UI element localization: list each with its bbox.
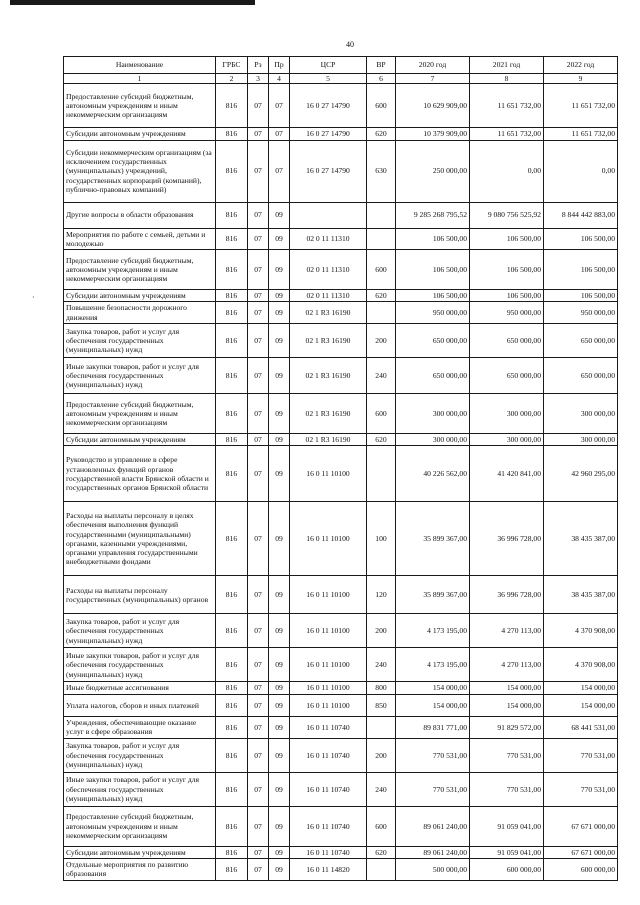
cell-rz: 07: [248, 250, 269, 290]
cell-grbs: 816: [216, 358, 248, 394]
cell-y2022: 4 370 908,00: [544, 648, 618, 682]
cell-rz: 07: [248, 84, 269, 128]
table-row: [64, 324, 618, 358]
cell-y2021: 4 270 113,00: [470, 614, 544, 648]
cell-y2020: 89 831 771,00: [396, 716, 470, 738]
header-csr: ЦСР: [290, 57, 367, 74]
cell-y2020: 500 000,00: [396, 858, 470, 880]
cell-vr: 600: [367, 84, 396, 128]
cell-rz: 07: [248, 434, 269, 446]
cell-csr: 16 0 11 14820: [290, 858, 367, 880]
table-row: [64, 140, 618, 202]
cell-pr: 09: [269, 394, 290, 434]
cell-name: Расходы на выплаты персоналу государственных (муниципальных) органов: [64, 576, 216, 614]
cell-y2020: 770 531,00: [396, 772, 470, 806]
cell-y2021: 91 059 041,00: [470, 806, 544, 846]
col-index: 2: [216, 74, 248, 84]
cell-rz: 07: [248, 502, 269, 576]
cell-name: Предоставление субсидий бюджетным, автономным учреждениям и иным некоммерческим организациям: [64, 394, 216, 434]
table-row: [64, 694, 618, 716]
cell-y2020: 300 000,00: [396, 394, 470, 434]
cell-y2021: 9 080 756 525,92: [470, 202, 544, 228]
column-index-row: [64, 74, 618, 84]
cell-name: Закупка товаров, работ и услуг для обеспечения государственных (муниципальных) нужд: [64, 324, 216, 358]
cell-pr: 09: [269, 576, 290, 614]
cell-y2022: 38 435 387,00: [544, 502, 618, 576]
cell-pr: 09: [269, 614, 290, 648]
cell-grbs: 816: [216, 228, 248, 250]
cell-vr: 240: [367, 772, 396, 806]
cell-pr: 09: [269, 716, 290, 738]
cell-vr: 100: [367, 502, 396, 576]
cell-y2020: 9 285 268 795,52: [396, 202, 470, 228]
cell-y2020: 10 379 909,00: [396, 128, 470, 140]
table-row: [64, 648, 618, 682]
cell-y2020: 650 000,00: [396, 324, 470, 358]
cell-y2022: 154 000,00: [544, 694, 618, 716]
header-rz: Рз: [248, 57, 269, 74]
cell-name: Повышение безопасности дорожного движения: [64, 302, 216, 324]
table-row: [64, 202, 618, 228]
cell-pr: 09: [269, 324, 290, 358]
cell-vr: 630: [367, 140, 396, 202]
cell-csr: 16 0 11 10740: [290, 738, 367, 772]
cell-name: Субсидии автономным учреждениям: [64, 434, 216, 446]
cell-name: Уплата налогов, сборов и иных платежей: [64, 694, 216, 716]
cell-y2022: 950 000,00: [544, 302, 618, 324]
cell-csr: 02 1 R3 16190: [290, 358, 367, 394]
header-name: Наименование: [64, 57, 216, 74]
cell-grbs: 816: [216, 682, 248, 694]
cell-csr: 16 0 11 10740: [290, 772, 367, 806]
margin-mark: ·: [32, 293, 35, 302]
cell-csr: 02 0 11 11310: [290, 228, 367, 250]
table-row: [64, 394, 618, 434]
cell-y2022: 600 000,00: [544, 858, 618, 880]
cell-pr: 07: [269, 84, 290, 128]
scan-top-line: [10, 0, 255, 5]
cell-csr: 16 0 11 10740: [290, 846, 367, 858]
cell-y2021: 154 000,00: [470, 694, 544, 716]
cell-y2021: 91 829 572,00: [470, 716, 544, 738]
cell-y2022: 106 500,00: [544, 250, 618, 290]
cell-y2022: 770 531,00: [544, 738, 618, 772]
cell-vr: [367, 228, 396, 250]
cell-grbs: 816: [216, 576, 248, 614]
cell-grbs: 816: [216, 140, 248, 202]
cell-y2020: 89 061 240,00: [396, 806, 470, 846]
cell-grbs: 816: [216, 290, 248, 302]
cell-y2021: 770 531,00: [470, 738, 544, 772]
cell-grbs: 816: [216, 394, 248, 434]
cell-grbs: 816: [216, 250, 248, 290]
cell-y2020: 300 000,00: [396, 434, 470, 446]
cell-vr: [367, 858, 396, 880]
cell-name: Иные бюджетные ассигнования: [64, 682, 216, 694]
cell-csr: 02 0 11 11310: [290, 250, 367, 290]
cell-rz: 07: [248, 358, 269, 394]
table-row: [64, 682, 618, 694]
table-row: [64, 772, 618, 806]
cell-rz: 07: [248, 846, 269, 858]
cell-grbs: 816: [216, 648, 248, 682]
cell-csr: 16 0 11 10100: [290, 694, 367, 716]
table-row: [64, 576, 618, 614]
cell-y2021: 770 531,00: [470, 772, 544, 806]
cell-y2022: 8 844 442 883,00: [544, 202, 618, 228]
table-row: [64, 290, 618, 302]
budget-table: [63, 56, 618, 881]
cell-rz: 07: [248, 694, 269, 716]
cell-y2020: 40 226 562,00: [396, 446, 470, 502]
cell-vr: 620: [367, 128, 396, 140]
cell-csr: 16 0 11 10100: [290, 446, 367, 502]
cell-grbs: 816: [216, 694, 248, 716]
cell-csr: 16 0 27 14790: [290, 128, 367, 140]
col-index: 3: [248, 74, 269, 84]
col-index: 6: [367, 74, 396, 84]
table-row: [64, 502, 618, 576]
cell-name: Учреждения, обеспечивающие оказание услуг в сфере образования: [64, 716, 216, 738]
cell-name: Отдельные мероприятия по развитию образования: [64, 858, 216, 880]
cell-grbs: 816: [216, 434, 248, 446]
cell-rz: 07: [248, 648, 269, 682]
cell-grbs: 816: [216, 772, 248, 806]
cell-name: Мероприятия по работе с семьей, детьми и молодежью: [64, 228, 216, 250]
cell-csr: 02 1 R3 16190: [290, 302, 367, 324]
cell-grbs: 816: [216, 446, 248, 502]
cell-vr: 850: [367, 694, 396, 716]
cell-csr: 02 1 R3 16190: [290, 434, 367, 446]
cell-name: Предоставление субсидий бюджетным, автономным учреждениям и иным некоммерческим организациям: [64, 84, 216, 128]
cell-csr: 16 0 11 10100: [290, 648, 367, 682]
cell-y2020: 154 000,00: [396, 694, 470, 716]
cell-y2021: 11 651 732,00: [470, 84, 544, 128]
cell-y2021: 950 000,00: [470, 302, 544, 324]
cell-grbs: 816: [216, 502, 248, 576]
cell-pr: 09: [269, 290, 290, 302]
table-body: [64, 84, 618, 880]
cell-name: Иные закупки товаров, работ и услуг для обеспечения государственных (муниципальных) нужд: [64, 358, 216, 394]
cell-y2020: 106 500,00: [396, 290, 470, 302]
cell-rz: 07: [248, 302, 269, 324]
header-2022: 2022 год: [544, 57, 618, 74]
cell-vr: 200: [367, 738, 396, 772]
cell-pr: 09: [269, 434, 290, 446]
page-number: 40: [346, 40, 354, 49]
cell-pr: 09: [269, 694, 290, 716]
cell-y2021: 600 000,00: [470, 858, 544, 880]
cell-y2020: 106 500,00: [396, 228, 470, 250]
cell-pr: 09: [269, 358, 290, 394]
cell-y2022: 300 000,00: [544, 434, 618, 446]
cell-rz: 07: [248, 446, 269, 502]
cell-csr: [290, 202, 367, 228]
cell-vr: [367, 716, 396, 738]
table-row: [64, 738, 618, 772]
cell-grbs: 816: [216, 324, 248, 358]
cell-rz: 07: [248, 140, 269, 202]
cell-name: Предоставление субсидий бюджетным, автономным учреждениям и иным некоммерческим организациям: [64, 806, 216, 846]
cell-rz: 07: [248, 290, 269, 302]
cell-grbs: 816: [216, 128, 248, 140]
table-row: [64, 84, 618, 128]
cell-vr: 620: [367, 290, 396, 302]
cell-y2020: 250 000,00: [396, 140, 470, 202]
cell-pr: 09: [269, 806, 290, 846]
cell-y2020: 4 173 195,00: [396, 614, 470, 648]
cell-csr: 16 0 11 10100: [290, 682, 367, 694]
cell-y2022: 42 960 295,00: [544, 446, 618, 502]
cell-y2021: 300 000,00: [470, 394, 544, 434]
cell-csr: 16 0 11 10740: [290, 716, 367, 738]
cell-pr: 09: [269, 302, 290, 324]
col-index: 7: [396, 74, 470, 84]
header-2021: 2021 год: [470, 57, 544, 74]
cell-pr: 09: [269, 202, 290, 228]
cell-name: Закупка товаров, работ и услуг для обеспечения государственных (муниципальных) нужд: [64, 738, 216, 772]
col-index: 9: [544, 74, 618, 84]
header-pr: Пр: [269, 57, 290, 74]
cell-rz: 07: [248, 614, 269, 648]
cell-y2020: 35 899 367,00: [396, 576, 470, 614]
cell-y2022: 67 671 000,00: [544, 846, 618, 858]
table-row: [64, 250, 618, 290]
cell-y2021: 300 000,00: [470, 434, 544, 446]
cell-name: Расходы на выплаты персоналу в целях обеспечения выполнения функций государственными (муниципальными) органами, казенными учреждениями, органами управления государственными внебюджетными фондами: [64, 502, 216, 576]
cell-y2022: 650 000,00: [544, 358, 618, 394]
cell-csr: 16 0 27 14790: [290, 140, 367, 202]
cell-vr: 600: [367, 250, 396, 290]
cell-pr: 09: [269, 446, 290, 502]
cell-grbs: 816: [216, 202, 248, 228]
cell-name: Субсидии некоммерческим организациям (за исключением государственных (муниципальных) учреждений, государственных корпораций (компаний), публично-правовых компаний): [64, 140, 216, 202]
header-vr: ВР: [367, 57, 396, 74]
cell-vr: 240: [367, 358, 396, 394]
cell-y2020: 4 173 195,00: [396, 648, 470, 682]
cell-pr: 09: [269, 738, 290, 772]
cell-vr: 620: [367, 846, 396, 858]
cell-y2020: 35 899 367,00: [396, 502, 470, 576]
cell-csr: 16 0 11 10100: [290, 502, 367, 576]
cell-y2021: 106 500,00: [470, 250, 544, 290]
cell-pr: 09: [269, 228, 290, 250]
cell-rz: 07: [248, 772, 269, 806]
col-index: 1: [64, 74, 216, 84]
cell-rz: 07: [248, 738, 269, 772]
cell-rz: 07: [248, 716, 269, 738]
cell-rz: 07: [248, 228, 269, 250]
cell-csr: 02 1 R3 16190: [290, 324, 367, 358]
cell-y2022: 67 671 000,00: [544, 806, 618, 846]
table-row: [64, 446, 618, 502]
cell-pr: 09: [269, 648, 290, 682]
cell-pr: 09: [269, 846, 290, 858]
cell-vr: 120: [367, 576, 396, 614]
cell-y2022: 68 441 531,00: [544, 716, 618, 738]
cell-y2022: 4 370 908,00: [544, 614, 618, 648]
cell-pr: 09: [269, 772, 290, 806]
cell-y2020: 770 531,00: [396, 738, 470, 772]
cell-grbs: 816: [216, 858, 248, 880]
cell-name: Другие вопросы в области образования: [64, 202, 216, 228]
cell-y2021: 0,00: [470, 140, 544, 202]
cell-y2020: 154 000,00: [396, 682, 470, 694]
col-index: 5: [290, 74, 367, 84]
cell-grbs: 816: [216, 302, 248, 324]
cell-y2022: 106 500,00: [544, 290, 618, 302]
cell-y2022: 11 651 732,00: [544, 84, 618, 128]
cell-grbs: 816: [216, 806, 248, 846]
cell-name: Руководство и управление в сфере установленных функций органов государственной власти Брянской области и государственных органов Брянской области: [64, 446, 216, 502]
cell-csr: 02 1 R3 16190: [290, 394, 367, 434]
cell-y2020: 89 061 240,00: [396, 846, 470, 858]
cell-y2022: 38 435 387,00: [544, 576, 618, 614]
cell-y2021: 106 500,00: [470, 290, 544, 302]
cell-rz: 07: [248, 128, 269, 140]
cell-grbs: 816: [216, 84, 248, 128]
cell-y2022: 300 000,00: [544, 394, 618, 434]
cell-name: Субсидии автономным учреждениям: [64, 128, 216, 140]
cell-rz: 07: [248, 682, 269, 694]
cell-y2021: 650 000,00: [470, 324, 544, 358]
cell-y2022: 0,00: [544, 140, 618, 202]
cell-y2021: 106 500,00: [470, 228, 544, 250]
table-row: [64, 302, 618, 324]
cell-vr: 200: [367, 614, 396, 648]
header-row: [64, 57, 618, 74]
cell-pr: 09: [269, 502, 290, 576]
cell-pr: 09: [269, 858, 290, 880]
cell-y2021: 11 651 732,00: [470, 128, 544, 140]
cell-y2020: 650 000,00: [396, 358, 470, 394]
table-row: [64, 228, 618, 250]
cell-grbs: 816: [216, 614, 248, 648]
header-2020: 2020 год: [396, 57, 470, 74]
cell-y2021: 154 000,00: [470, 682, 544, 694]
cell-rz: 07: [248, 806, 269, 846]
cell-y2020: 10 629 909,00: [396, 84, 470, 128]
cell-y2020: 106 500,00: [396, 250, 470, 290]
cell-vr: 600: [367, 394, 396, 434]
cell-csr: 16 0 11 10740: [290, 806, 367, 846]
cell-name: Иные закупки товаров, работ и услуг для обеспечения государственных (муниципальных) нужд: [64, 772, 216, 806]
cell-vr: [367, 302, 396, 324]
table-row: [64, 614, 618, 648]
cell-rz: 07: [248, 324, 269, 358]
cell-grbs: 816: [216, 846, 248, 858]
cell-name: Иные закупки товаров, работ и услуг для обеспечения государственных (муниципальных) нужд: [64, 648, 216, 682]
cell-vr: 800: [367, 682, 396, 694]
cell-vr: 200: [367, 324, 396, 358]
cell-y2021: 650 000,00: [470, 358, 544, 394]
cell-name: Закупка товаров, работ и услуг для обеспечения государственных (муниципальных) нужд: [64, 614, 216, 648]
table-row: [64, 846, 618, 858]
cell-pr: 07: [269, 140, 290, 202]
cell-grbs: 816: [216, 716, 248, 738]
table-row: [64, 434, 618, 446]
cell-y2021: 36 996 728,00: [470, 576, 544, 614]
cell-vr: [367, 202, 396, 228]
cell-name: Субсидии автономным учреждениям: [64, 290, 216, 302]
cell-y2022: 770 531,00: [544, 772, 618, 806]
cell-csr: 16 0 27 14790: [290, 84, 367, 128]
cell-y2022: 106 500,00: [544, 228, 618, 250]
cell-rz: 07: [248, 202, 269, 228]
col-index: 8: [470, 74, 544, 84]
cell-pr: 09: [269, 250, 290, 290]
table-row: [64, 858, 618, 880]
cell-vr: 620: [367, 434, 396, 446]
cell-vr: 600: [367, 806, 396, 846]
cell-pr: 09: [269, 682, 290, 694]
cell-rz: 07: [248, 394, 269, 434]
cell-vr: [367, 446, 396, 502]
cell-rz: 07: [248, 576, 269, 614]
cell-y2022: 11 651 732,00: [544, 128, 618, 140]
cell-csr: 16 0 11 10100: [290, 614, 367, 648]
col-index: 4: [269, 74, 290, 84]
table-row: [64, 716, 618, 738]
cell-csr: 02 0 11 11310: [290, 290, 367, 302]
cell-y2022: 154 000,00: [544, 682, 618, 694]
cell-y2022: 650 000,00: [544, 324, 618, 358]
cell-name: Субсидии автономным учреждениям: [64, 846, 216, 858]
cell-csr: 16 0 11 10100: [290, 576, 367, 614]
table-row: [64, 128, 618, 140]
cell-vr: 240: [367, 648, 396, 682]
cell-y2021: 4 270 113,00: [470, 648, 544, 682]
cell-y2021: 36 996 728,00: [470, 502, 544, 576]
cell-y2020: 950 000,00: [396, 302, 470, 324]
cell-rz: 07: [248, 858, 269, 880]
cell-grbs: 816: [216, 738, 248, 772]
cell-y2021: 41 420 841,00: [470, 446, 544, 502]
cell-name: Предоставление субсидий бюджетным, автономным учреждениям и иным некоммерческим организациям: [64, 250, 216, 290]
cell-pr: 07: [269, 128, 290, 140]
header-grbs: ГРБС: [216, 57, 248, 74]
cell-y2021: 91 059 041,00: [470, 846, 544, 858]
table-row: [64, 358, 618, 394]
table-row: [64, 806, 618, 846]
